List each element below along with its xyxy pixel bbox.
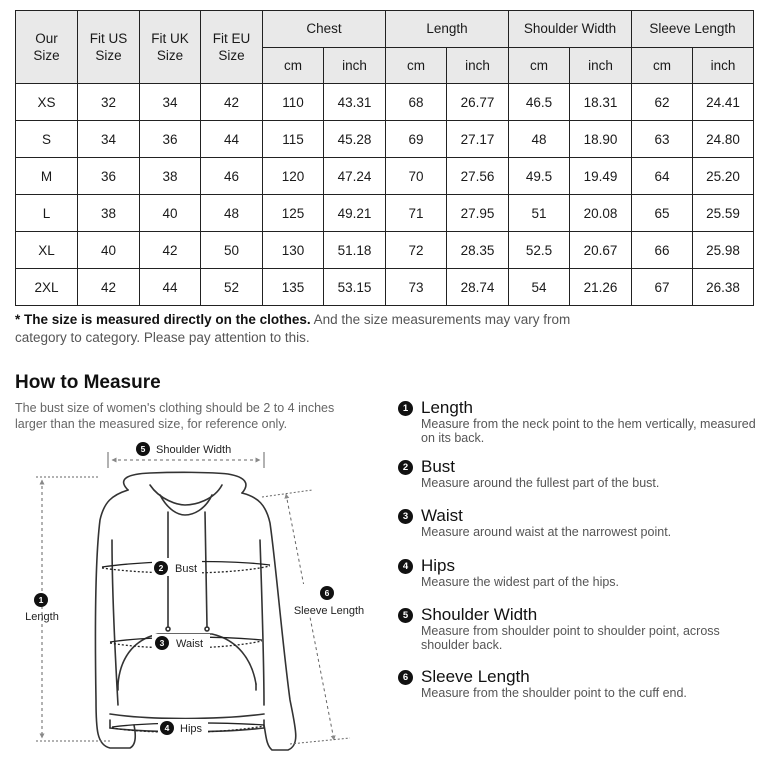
svg-text:4: 4 bbox=[164, 723, 170, 733]
header-shoulder-width: Shoulder Width bbox=[509, 11, 632, 48]
value-cell: 28.35 bbox=[447, 232, 509, 269]
value-cell: 18.31 bbox=[570, 84, 632, 121]
size-cell: 2XL bbox=[16, 269, 78, 306]
sleeve-line bbox=[286, 494, 334, 740]
value-cell: 67 bbox=[632, 269, 693, 306]
unit-inch: inch bbox=[447, 47, 509, 84]
label-bust bbox=[152, 558, 202, 576]
measure-desc: Measure from the shoulder point to the cuff end. bbox=[421, 686, 687, 700]
table-row bbox=[16, 84, 754, 121]
value-cell: 38 bbox=[78, 195, 140, 232]
size-chart-table bbox=[15, 10, 754, 306]
header-fit-uk-line2: Size bbox=[156, 48, 184, 63]
header-our-size-line1: Our bbox=[35, 31, 58, 46]
table-row bbox=[16, 121, 754, 158]
header-sleeve-length: Sleeve Length bbox=[632, 11, 754, 48]
size-cell: L bbox=[16, 195, 78, 232]
svg-text:Shoulder Width: Shoulder Width bbox=[156, 444, 232, 456]
value-cell: 51.18 bbox=[324, 232, 386, 269]
value-cell: 52.5 bbox=[509, 232, 570, 269]
size-cell: M bbox=[16, 158, 78, 195]
measure-title: Shoulder Width bbox=[421, 605, 538, 624]
value-cell: 40 bbox=[140, 195, 201, 232]
number-badge: 1 bbox=[398, 401, 413, 416]
value-cell: 125 bbox=[263, 195, 324, 232]
value-cell: 44 bbox=[140, 269, 201, 306]
svg-text:6: 6 bbox=[324, 588, 330, 598]
header-fit-eu bbox=[201, 11, 263, 84]
value-cell: 42 bbox=[140, 232, 201, 269]
header-fit-us-line1: Fit US bbox=[89, 31, 128, 46]
header-fit-uk-line1: Fit UK bbox=[151, 31, 189, 46]
value-cell: 40 bbox=[78, 232, 140, 269]
value-cell: 68 bbox=[386, 84, 447, 121]
size-cell: S bbox=[16, 121, 78, 158]
value-cell: 65 bbox=[632, 195, 693, 232]
label-waist bbox=[152, 634, 210, 652]
unit-cm: cm bbox=[263, 47, 324, 84]
header-fit-eu-line1: Fit EU bbox=[212, 31, 251, 46]
label-shoulder-width bbox=[132, 440, 240, 458]
svg-text:1: 1 bbox=[38, 595, 44, 605]
value-cell: 45.28 bbox=[324, 121, 386, 158]
value-cell: 69 bbox=[386, 121, 447, 158]
size-note-rest: And the size measurements may vary from category to category. Please pay attention to this. bbox=[15, 312, 571, 345]
value-cell: 25.59 bbox=[693, 195, 754, 232]
unit-inch: inch bbox=[324, 47, 386, 84]
header-our-size bbox=[16, 11, 78, 84]
value-cell: 46 bbox=[201, 158, 263, 195]
how-to-measure-subtitle: The bust size of women's clothing should be 2 to 4 inches larger than the measured size, for reference only. bbox=[15, 401, 335, 431]
number-badge: 3 bbox=[398, 509, 413, 524]
value-cell: 27.56 bbox=[447, 158, 509, 195]
value-cell: 64 bbox=[632, 158, 693, 195]
value-cell: 47.24 bbox=[324, 158, 386, 195]
value-cell: 62 bbox=[632, 84, 693, 121]
value-cell: 49.5 bbox=[509, 158, 570, 195]
measure-title: Sleeve Length bbox=[421, 667, 530, 686]
table-row bbox=[16, 232, 754, 269]
value-cell: 27.17 bbox=[447, 121, 509, 158]
value-cell: 66 bbox=[632, 232, 693, 269]
value-cell: 36 bbox=[78, 158, 140, 195]
unit-cm: cm bbox=[509, 47, 570, 84]
value-cell: 34 bbox=[78, 121, 140, 158]
svg-text:Length: Length bbox=[25, 611, 59, 623]
hoodie-outline bbox=[95, 472, 295, 750]
value-cell: 135 bbox=[263, 269, 324, 306]
value-cell: 130 bbox=[263, 232, 324, 269]
table-body bbox=[16, 84, 754, 306]
size-note-bold: * The size is measured directly on the clothes. bbox=[15, 312, 311, 327]
svg-text:Bust: Bust bbox=[175, 563, 198, 575]
value-cell: 54 bbox=[509, 269, 570, 306]
measure-title: Length bbox=[421, 398, 473, 417]
number-badge: 5 bbox=[398, 608, 413, 623]
value-cell: 48 bbox=[509, 121, 570, 158]
svg-text:Hips: Hips bbox=[180, 723, 203, 735]
number-badge: 6 bbox=[398, 670, 413, 685]
value-cell: 42 bbox=[78, 269, 140, 306]
value-cell: 72 bbox=[386, 232, 447, 269]
table-row bbox=[16, 195, 754, 232]
value-cell: 46.5 bbox=[509, 84, 570, 121]
header-fit-us bbox=[78, 11, 140, 84]
value-cell: 48 bbox=[201, 195, 263, 232]
value-cell: 34 bbox=[140, 84, 201, 121]
unit-inch: inch bbox=[693, 47, 754, 84]
label-sleeve-length bbox=[292, 584, 366, 617]
value-cell: 18.90 bbox=[570, 121, 632, 158]
value-cell: 24.41 bbox=[693, 84, 754, 121]
header-length: Length bbox=[386, 11, 509, 48]
measure-desc: Measure the widest part of the hips. bbox=[421, 575, 620, 589]
how-to-measure-title: How to Measure bbox=[15, 372, 161, 393]
header-fit-us-line2: Size bbox=[95, 48, 122, 63]
value-cell: 42 bbox=[201, 84, 263, 121]
value-cell: 36 bbox=[140, 121, 201, 158]
number-badge: 2 bbox=[398, 460, 413, 475]
table-header-row bbox=[16, 11, 754, 48]
svg-text:Sleeve Length: Sleeve Length bbox=[293, 605, 365, 617]
value-cell: 52 bbox=[201, 269, 263, 306]
label-hips bbox=[158, 719, 208, 737]
value-cell: 26.38 bbox=[693, 269, 754, 306]
value-cell: 20.08 bbox=[570, 195, 632, 232]
value-cell: 49.21 bbox=[324, 195, 386, 232]
value-cell: 115 bbox=[263, 121, 324, 158]
svg-text:5: 5 bbox=[140, 444, 146, 454]
measure-title: Waist bbox=[421, 506, 463, 525]
svg-text:2: 2 bbox=[158, 563, 164, 573]
value-cell: 19.49 bbox=[570, 158, 632, 195]
value-cell: 50 bbox=[201, 232, 263, 269]
header-fit-eu-line2: Size bbox=[218, 48, 245, 63]
value-cell: 21.26 bbox=[570, 269, 632, 306]
svg-text:3: 3 bbox=[159, 638, 165, 648]
size-cell: XS bbox=[16, 84, 78, 121]
svg-text:Waist: Waist bbox=[176, 638, 204, 650]
measure-title: Hips bbox=[421, 556, 456, 575]
value-cell: 43.31 bbox=[324, 84, 386, 121]
table-row bbox=[16, 269, 754, 306]
unit-inch: inch bbox=[570, 47, 632, 84]
value-cell: 44 bbox=[201, 121, 263, 158]
header-our-size-line2: Size bbox=[33, 48, 60, 63]
value-cell: 26.77 bbox=[447, 84, 509, 121]
size-cell: XL bbox=[16, 232, 78, 269]
value-cell: 28.74 bbox=[447, 269, 509, 306]
value-cell: 73 bbox=[386, 269, 447, 306]
number-badge: 4 bbox=[398, 559, 413, 574]
value-cell: 27.95 bbox=[447, 195, 509, 232]
value-cell: 25.98 bbox=[693, 232, 754, 269]
value-cell: 24.80 bbox=[693, 121, 754, 158]
unit-cm: cm bbox=[386, 47, 447, 84]
size-note bbox=[15, 311, 615, 347]
measure-title: Bust bbox=[421, 457, 456, 476]
value-cell: 38 bbox=[140, 158, 201, 195]
hoodie-measure-diagram bbox=[0, 430, 380, 768]
value-cell: 53.15 bbox=[324, 269, 386, 306]
value-cell: 63 bbox=[632, 121, 693, 158]
measure-desc: Measure from shoulder point to shoulder point, across shoulder back. bbox=[421, 624, 720, 652]
table-row bbox=[16, 158, 754, 195]
measure-desc: Measure around the fullest part of the bust. bbox=[421, 476, 660, 490]
value-cell: 25.20 bbox=[693, 158, 754, 195]
header-fit-uk bbox=[140, 11, 201, 84]
value-cell: 51 bbox=[509, 195, 570, 232]
measure-desc: Measure around waist at the narrowest point. bbox=[421, 525, 672, 539]
value-cell: 70 bbox=[386, 158, 447, 195]
measure-desc: Measure from the neck point to the hem vertically, measured on its back. bbox=[421, 417, 756, 445]
value-cell: 32 bbox=[78, 84, 140, 121]
value-cell: 120 bbox=[263, 158, 324, 195]
value-cell: 110 bbox=[263, 84, 324, 121]
value-cell: 20.67 bbox=[570, 232, 632, 269]
header-chest: Chest bbox=[263, 11, 386, 48]
unit-cm: cm bbox=[632, 47, 693, 84]
value-cell: 71 bbox=[386, 195, 447, 232]
